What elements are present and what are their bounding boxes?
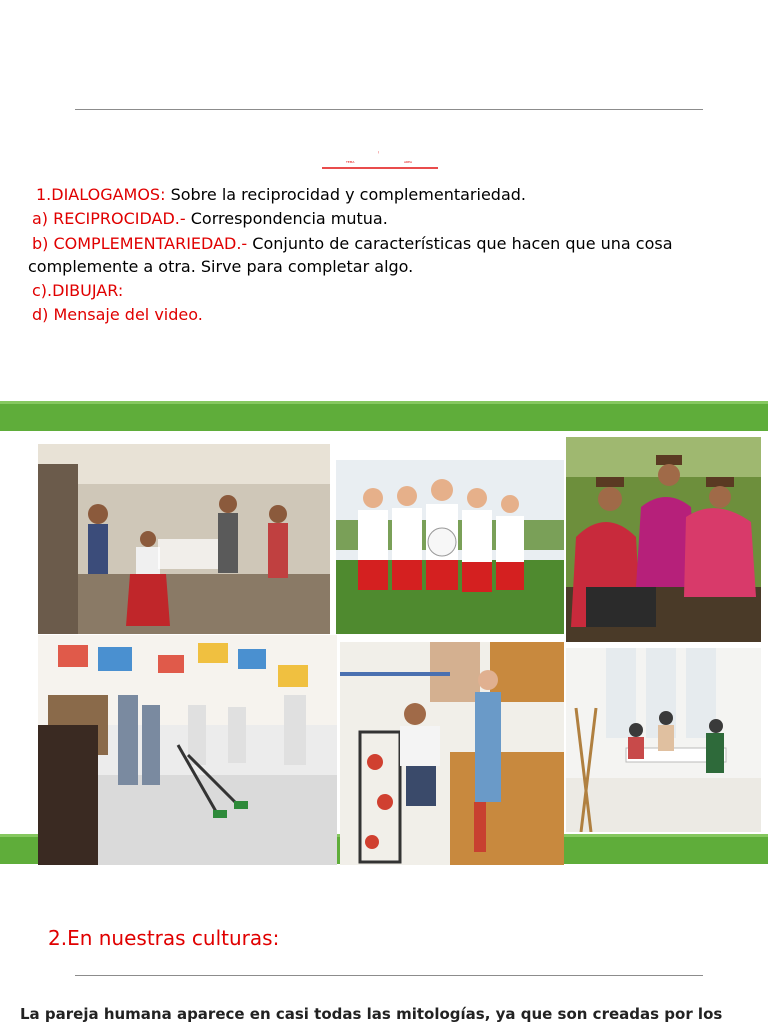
photo-meeting-room bbox=[566, 648, 761, 832]
top-divider bbox=[75, 109, 703, 110]
complementariedad-continuation: complemente a otra. Sirve para completar algo. bbox=[28, 257, 414, 276]
tiny-header-line bbox=[322, 167, 438, 169]
section-paragraph: La pareja humana aparece en casi todas las mitologías, ya que son creadas por los bbox=[20, 1005, 723, 1023]
section-heading-cultures: 2.En nuestras culturas: bbox=[48, 926, 280, 950]
reciprocidad-text: Correspondencia mutua. bbox=[185, 209, 388, 228]
photo-couple-kitchen bbox=[340, 642, 564, 865]
reciprocidad-line bbox=[32, 209, 388, 228]
complementariedad-label: b) COMPLEMENTARIEDAD.- bbox=[32, 234, 248, 253]
green-band-top bbox=[0, 401, 768, 431]
reciprocidad-label: a) RECIPROCIDAD.- bbox=[32, 209, 186, 228]
dialogamos-line bbox=[36, 185, 526, 204]
tiny-mark: AREA bbox=[404, 160, 413, 164]
photo-andean-women-planting bbox=[566, 437, 761, 642]
dialogamos-text: Sobre la reciprocidad y complementariedad. bbox=[165, 185, 526, 204]
photo-community-gathering bbox=[38, 444, 330, 634]
section-divider bbox=[75, 975, 703, 976]
mensaje-line: d) Mensaje del video. bbox=[32, 305, 203, 324]
complementariedad-text: Conjunto de características que hacen que una cosa bbox=[247, 234, 673, 253]
photo-soccer-kids bbox=[336, 460, 564, 634]
dibujar-line: c).DIBUJAR: bbox=[32, 281, 124, 300]
tiny-mark: TEMA bbox=[346, 160, 355, 164]
complementariedad-line bbox=[32, 234, 673, 253]
photo-classroom-kids-sweeping bbox=[38, 635, 337, 865]
dialogamos-label: 1.DIALOGAMOS: bbox=[36, 185, 166, 204]
tiny-mark: ) bbox=[378, 150, 380, 154]
